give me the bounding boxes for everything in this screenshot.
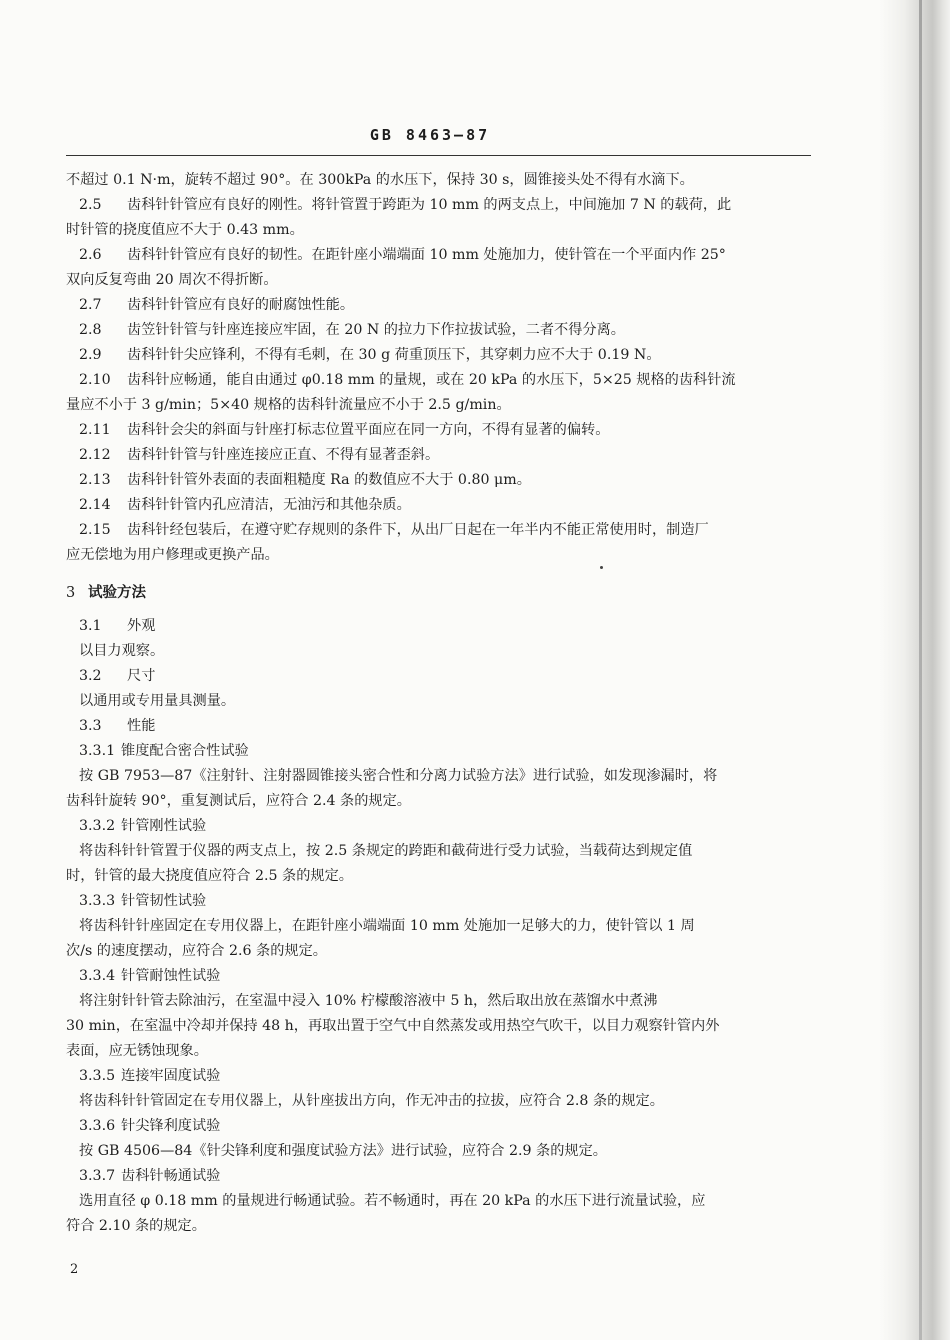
clause-number: 3.3.1 <box>79 743 116 759</box>
clause-title: 锥度配合密合性试验 <box>121 743 249 759</box>
clause-title: 连接牢固度试验 <box>121 1068 221 1084</box>
clause-number: 3.1 <box>79 618 102 634</box>
clause-2-6 <box>66 243 814 268</box>
clause-3-3-1-heading <box>66 739 814 764</box>
clause-3-3-4-cont: 30 min，在室温中冷却并保持 48 h，再取出置于空气中自然蒸发或用热空气吹干，以目力观察针管内外 <box>66 1018 720 1034</box>
clause-3-3-2-heading <box>66 814 814 839</box>
clause-3-3-4-cont2: 表面，应无锈蚀现象。 <box>66 1043 208 1059</box>
clause-3-3-heading <box>66 714 814 739</box>
standard-header: GB 8463—87 <box>369 126 491 144</box>
clause-3-3-7-cont: 符合 2.10 条的规定。 <box>66 1218 206 1234</box>
clause-text: 齿科针针管内孔应清洁，无油污和其他杂质。 <box>127 497 411 513</box>
clause-title: 针尖锋利度试验 <box>121 1118 221 1134</box>
clause-number: 2.15 <box>79 522 111 538</box>
clause-3-2-heading <box>66 664 814 689</box>
clause-2-15-cont: 应无偿地为用户修理或更换产品。 <box>66 547 279 563</box>
clause-3-3-4-heading <box>66 964 814 989</box>
clause-title: 齿科针畅通试验 <box>121 1168 221 1184</box>
clause-number: 2.6 <box>79 247 102 263</box>
clause-number: 2.9 <box>79 347 102 363</box>
page-number: 2 <box>70 1262 79 1277</box>
section-title: 试验方法 <box>88 584 146 601</box>
clause-3-3-5-heading <box>66 1064 814 1089</box>
clause-number: 2.7 <box>79 297 102 313</box>
clause-title: 外观 <box>127 618 156 634</box>
clause-2-6-cont: 双向反复弯曲 20 周次不得折断。 <box>66 272 278 288</box>
clause-2-5-cont: 时针管的挠度值应不大于 0.43 mm。 <box>66 222 304 238</box>
clause-number: 3.3.3 <box>79 893 116 909</box>
header-rule <box>66 155 811 156</box>
clause-2-9 <box>66 343 814 368</box>
clause-3-3-3-heading <box>66 889 814 914</box>
clause-3-3-3-body: 将齿科针针座固定在专用仪器上，在距针座小端端面 10 mm 处施加一足够大的力，使针管以 1 周 <box>79 918 695 934</box>
clause-number: 3.3.6 <box>79 1118 116 1134</box>
clause-2-8 <box>66 318 814 343</box>
clause-title: 针管刚性试验 <box>121 818 207 834</box>
clause-2-10-cont: 量应不小于 3 g/min；5×40 规格的齿科针流量应不小于 2.5 g/min。 <box>66 397 511 413</box>
clause-3-3-5-body: 将齿科针针管固定在专用仪器上，从针座拔出方向，作无冲击的拉拔，应符合 2.8 条的规定。 <box>79 1093 664 1109</box>
clause-number: 3.3.4 <box>79 968 116 984</box>
clause-3-3-7-heading <box>66 1164 814 1189</box>
clause-2-15 <box>66 518 814 543</box>
clause-2-14 <box>66 493 814 518</box>
document-body <box>66 168 814 1239</box>
clause-number: 2.8 <box>79 322 102 338</box>
clause-number: 2.5 <box>79 197 102 213</box>
clause-number: 3.3 <box>79 718 102 734</box>
scan-edge-line <box>919 0 922 1340</box>
clause-2-10 <box>66 368 814 393</box>
clause-text: 齿科针针尖应锋利，不得有毛刺，在 30 g 荷重顶压下，其穿刺力应不大于 0.19 N。 <box>127 347 661 363</box>
clause-3-2-body: 以通用或专用量具测量。 <box>79 693 236 709</box>
clause-title: 针管耐蚀性试验 <box>121 968 221 984</box>
clause-number: 2.13 <box>79 472 111 488</box>
clause-3-1-heading <box>66 614 814 639</box>
clause-3-3-1-body: 按 GB 7953—87《注射针、注射器圆锥接头密合性和分离力试验方法》进行试验，如发现渗漏时，将 <box>79 768 718 784</box>
clause-3-3-3-cont: 次/s 的速度摆动，应符合 2.6 条的规定。 <box>66 943 327 959</box>
clause-2-13 <box>66 468 814 493</box>
paragraph-continuation: 不超过 0.1 N·m，旋转不超过 90°。在 300kPa 的水压下，保持 30 s，圆锥接头处不得有水滴下。 <box>66 172 694 188</box>
clause-text: 齿科针针管外表面的表面粗糙度 Ra 的数值应不大于 0.80 μm。 <box>127 472 531 488</box>
clause-title: 性能 <box>127 718 156 734</box>
clause-number: 3.3.5 <box>79 1068 116 1084</box>
clause-title: 针管韧性试验 <box>121 893 207 909</box>
clause-text: 齿科针应畅通，能自由通过 φ0.18 mm 的量规，或在 20 kPa 的水压下，5×25 规格的齿科针流 <box>127 372 736 388</box>
clause-3-3-6-body: 按 GB 4506—84《针尖锋利度和强度试验方法》进行试验，应符合 2.9 条的规定。 <box>79 1143 607 1159</box>
clause-text: 齿科针针管应有良好的耐腐蚀性能。 <box>127 297 355 313</box>
clause-3-1-body: 以目力观察。 <box>79 643 165 659</box>
clause-number: 3.2 <box>79 668 102 684</box>
clause-number: 2.12 <box>79 447 111 463</box>
clause-number: 3.3.7 <box>79 1168 116 1184</box>
clause-text: 齿笠针针管与针座连接应牢固，在 20 N 的拉力下作拉拔试验，二者不得分离。 <box>127 322 625 338</box>
clause-number: 2.10 <box>79 372 111 388</box>
clause-2-11 <box>66 418 814 443</box>
section-3-heading <box>66 580 814 606</box>
scan-speck <box>600 566 603 569</box>
clause-3-3-6-heading <box>66 1114 814 1139</box>
clause-text: 齿科针针管应有良好的韧性。在距针座小端端面 10 mm 处施加力，使针管在一个平面内作 25° <box>127 247 726 263</box>
scan-edge-shadow <box>880 0 950 1340</box>
clause-text: 齿科针经包装后，在遵守贮存规则的条件下，从出厂日起在一年半内不能正常使用时，制造厂 <box>127 522 709 538</box>
clause-text: 齿科针针管与针座连接应正直、不得有显著歪斜。 <box>127 447 440 463</box>
clause-number: 3.3.2 <box>79 818 116 834</box>
clause-number: 2.14 <box>79 497 111 513</box>
clause-3-3-1-cont: 齿科针旋转 90°，重复测试后，应符合 2.4 条的规定。 <box>66 793 411 809</box>
clause-3-3-7-body: 选用直径 φ 0.18 mm 的量规进行畅通试验。若不畅通时，再在 20 kPa 的水压下进行流量试验，应 <box>79 1193 706 1209</box>
clause-number: 2.11 <box>79 422 111 438</box>
clause-2-5 <box>66 193 814 218</box>
clause-text: 齿科针针管应有良好的刚性。将针管置于跨距为 10 mm 的两支点上，中间施加 7 N 的载荷，此 <box>127 197 732 213</box>
clause-2-12 <box>66 443 814 468</box>
clause-3-3-2-body: 将齿科针针管置于仪器的两支点上，按 2.5 条规定的跨距和截荷进行受力试验，当载荷达到规定值 <box>79 843 693 859</box>
clause-2-7 <box>66 293 814 318</box>
clause-title: 尺寸 <box>127 668 156 684</box>
section-number: 3 <box>66 585 76 601</box>
clause-text: 齿科针会尖的斜面与针座打标志位置平面应在同一方向，不得有显著的偏转。 <box>127 422 610 438</box>
clause-3-3-4-body: 将注射针针管去除油污，在室温中浸入 10% 柠檬酸溶液中 5 h，然后取出放在蒸馏水中煮沸 <box>79 993 658 1009</box>
clause-3-3-2-cont: 时，针管的最大挠度值应符合 2.5 条的规定。 <box>66 868 353 884</box>
